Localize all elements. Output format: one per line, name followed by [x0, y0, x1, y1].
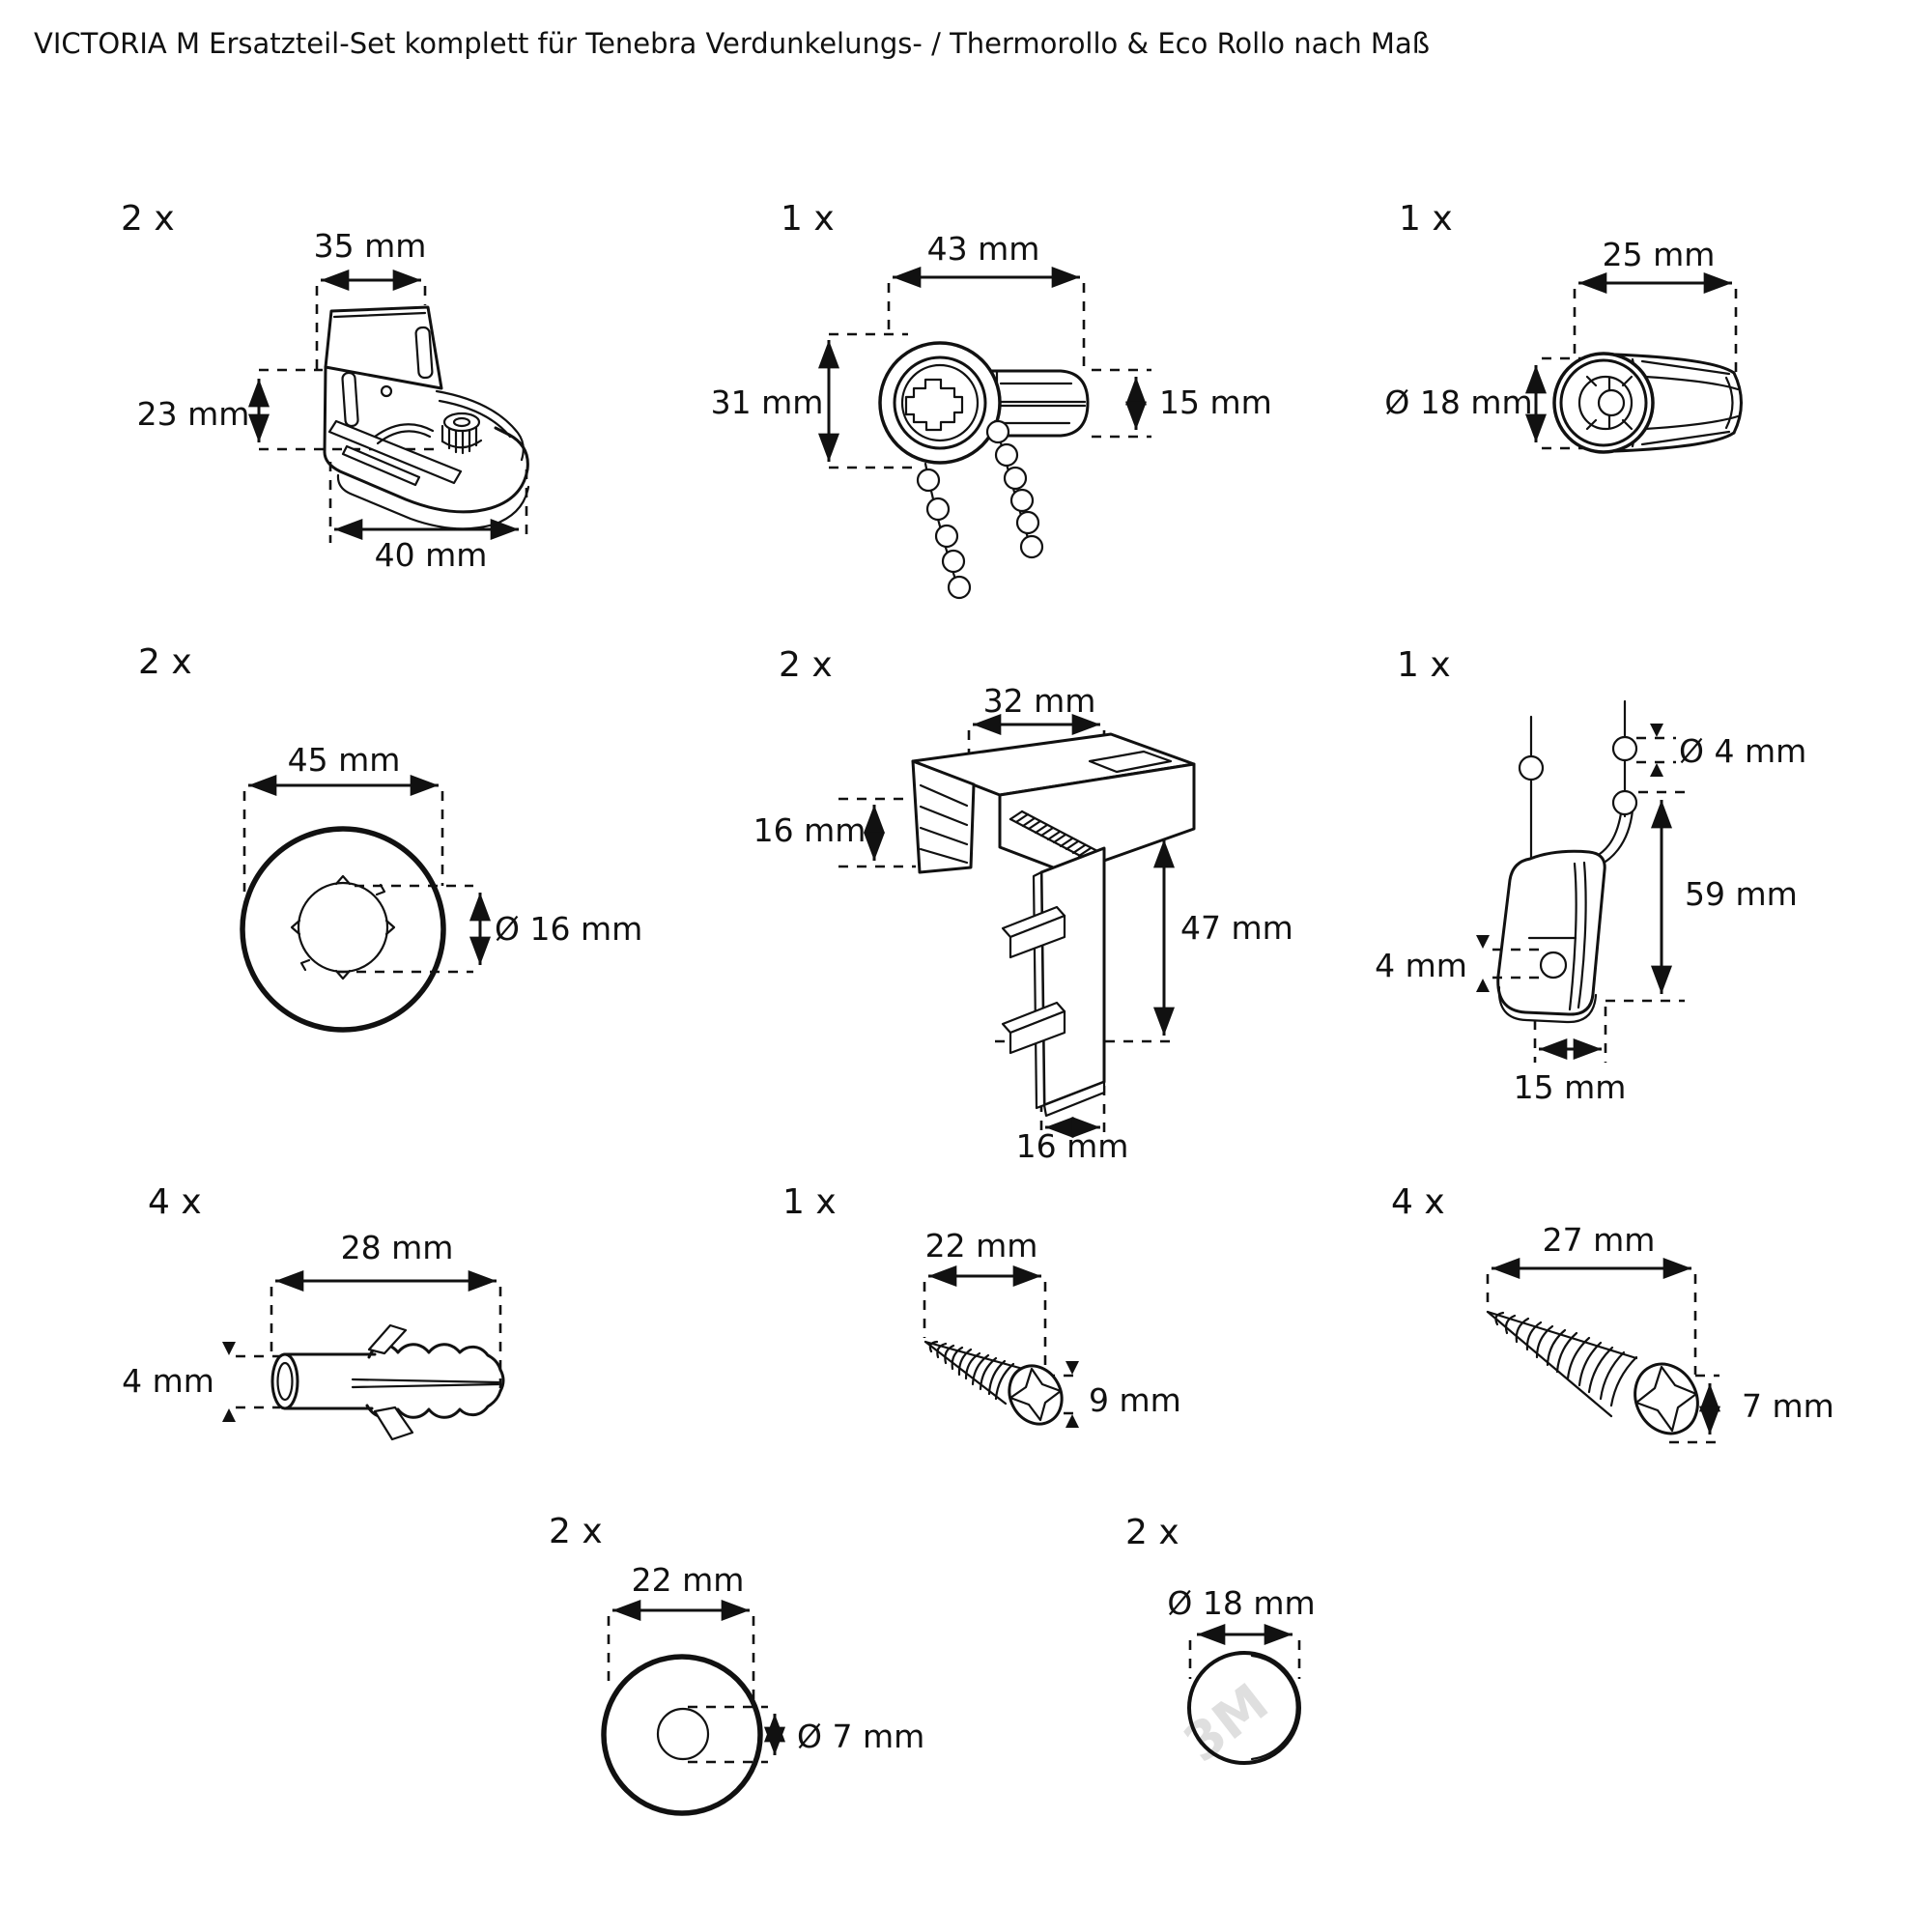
side-bracket-dim-height [137, 370, 440, 449]
adapter-disc-dim-outer [244, 741, 442, 892]
svg-text:32 mm: 32 mm [982, 682, 1096, 720]
adapter-disc-dim-bore [338, 886, 642, 972]
part-screw-small [782, 1182, 1181, 1433]
svg-text:28 mm: 28 mm [340, 1229, 454, 1266]
svg-text:Ø 18 mm: Ø 18 mm [1167, 1584, 1316, 1622]
svg-text:Ø 7 mm: Ø 7 mm [797, 1718, 925, 1755]
screw-small-qty: 1 x [782, 1182, 837, 1222]
svg-text:22 mm: 22 mm [631, 1561, 745, 1599]
svg-text:43 mm: 43 mm [926, 230, 1040, 268]
adhesive-pad-watermark: 3M [1172, 1671, 1280, 1775]
svg-text:7 mm: 7 mm [1742, 1387, 1834, 1425]
screw-small-drawing [925, 1342, 1071, 1433]
part-adhesive-pad [1125, 1513, 1316, 1774]
part-washer [549, 1512, 924, 1813]
svg-text:15 mm: 15 mm [1159, 384, 1272, 421]
adapter-disc-qty: 2 x [138, 642, 192, 682]
screw-small-thread [930, 1342, 1013, 1399]
adhesive-pad-qty: 2 x [1125, 1513, 1179, 1552]
wall-plug-dim-diameter [122, 1342, 280, 1422]
screw-large-thread [1495, 1313, 1636, 1406]
svg-text:45 mm: 45 mm [287, 741, 401, 779]
part-chain-drive [711, 199, 1272, 598]
washer-dim-outer [609, 1561, 753, 1706]
svg-text:31 mm: 31 mm [710, 384, 824, 421]
svg-text:47 mm: 47 mm [1180, 909, 1293, 947]
svg-text:35 mm: 35 mm [313, 227, 427, 265]
part-side-bracket [121, 199, 528, 574]
svg-text:9 mm: 9 mm [1089, 1381, 1181, 1419]
adapter-disc-drawing [242, 829, 443, 1030]
part-chain-weight [1375, 645, 1806, 1106]
chain-drive-drawing [880, 343, 1088, 598]
wall-plug-dim-length [271, 1229, 500, 1391]
svg-text:23 mm: 23 mm [136, 395, 250, 433]
end-cap-qty: 1 x [1399, 199, 1453, 239]
page-title: VICTORIA M Ersatzteil-Set komplett für Tenebra Verdunkelungs- / Thermorollo & Eco Rollo nach Maß [34, 27, 1430, 60]
svg-text:22 mm: 22 mm [924, 1227, 1038, 1264]
washer-drawing [604, 1657, 760, 1813]
washer-qty: 2 x [549, 1512, 603, 1551]
svg-text:40 mm: 40 mm [374, 536, 488, 574]
end-cap-drawing [1554, 354, 1742, 452]
svg-text:4 mm: 4 mm [122, 1362, 214, 1400]
svg-text:Ø 18 mm: Ø 18 mm [1384, 384, 1533, 421]
clamp-bracket-drawing [913, 734, 1194, 1116]
svg-text:Ø 4 mm: Ø 4 mm [1679, 732, 1807, 770]
chain-drive-wheel [880, 343, 1000, 463]
wall-plug-drawing [272, 1325, 503, 1439]
chain-weight-drawing [1498, 701, 1636, 1022]
chain-weight-qty: 1 x [1397, 645, 1451, 685]
svg-text:4 mm: 4 mm [1375, 947, 1467, 984]
svg-text:15 mm: 15 mm [1513, 1068, 1627, 1106]
part-end-cap [1384, 199, 1741, 452]
svg-text:59 mm: 59 mm [1685, 875, 1798, 913]
screw-large-drawing [1488, 1312, 1709, 1444]
svg-text:27 mm: 27 mm [1542, 1221, 1656, 1259]
side-bracket-drawing [325, 307, 528, 528]
washer-dim-bore [688, 1707, 924, 1762]
adhesive-pad-dim-diameter [1167, 1584, 1315, 1679]
chain-weight-dim-height [1605, 792, 1798, 1001]
screw-large-qty: 4 x [1391, 1182, 1445, 1222]
clamp-bracket-dim-lip [753, 799, 916, 867]
part-wall-plug [122, 1182, 503, 1439]
side-bracket-gear [442, 413, 481, 453]
clamp-bracket-qty: 2 x [779, 645, 833, 685]
part-adapter-disc [138, 642, 642, 1030]
svg-text:25 mm: 25 mm [1602, 236, 1716, 273]
part-screw-large [1391, 1182, 1834, 1444]
svg-text:16 mm: 16 mm [1015, 1127, 1129, 1165]
chain-weight-dim-bead [1636, 724, 1806, 777]
screw-small-dim-length [924, 1227, 1045, 1375]
part-clamp-bracket [753, 645, 1293, 1165]
adhesive-pad-drawing [1173, 1653, 1299, 1774]
wall-plug-qty: 4 x [148, 1182, 202, 1222]
side-bracket-qty: 2 x [121, 199, 175, 239]
svg-text:Ø 16 mm: Ø 16 mm [495, 910, 643, 948]
svg-text:16 mm: 16 mm [753, 811, 867, 849]
chain-drive-qty: 1 x [781, 199, 835, 239]
chain-drive-dim-shaft [1092, 370, 1272, 437]
